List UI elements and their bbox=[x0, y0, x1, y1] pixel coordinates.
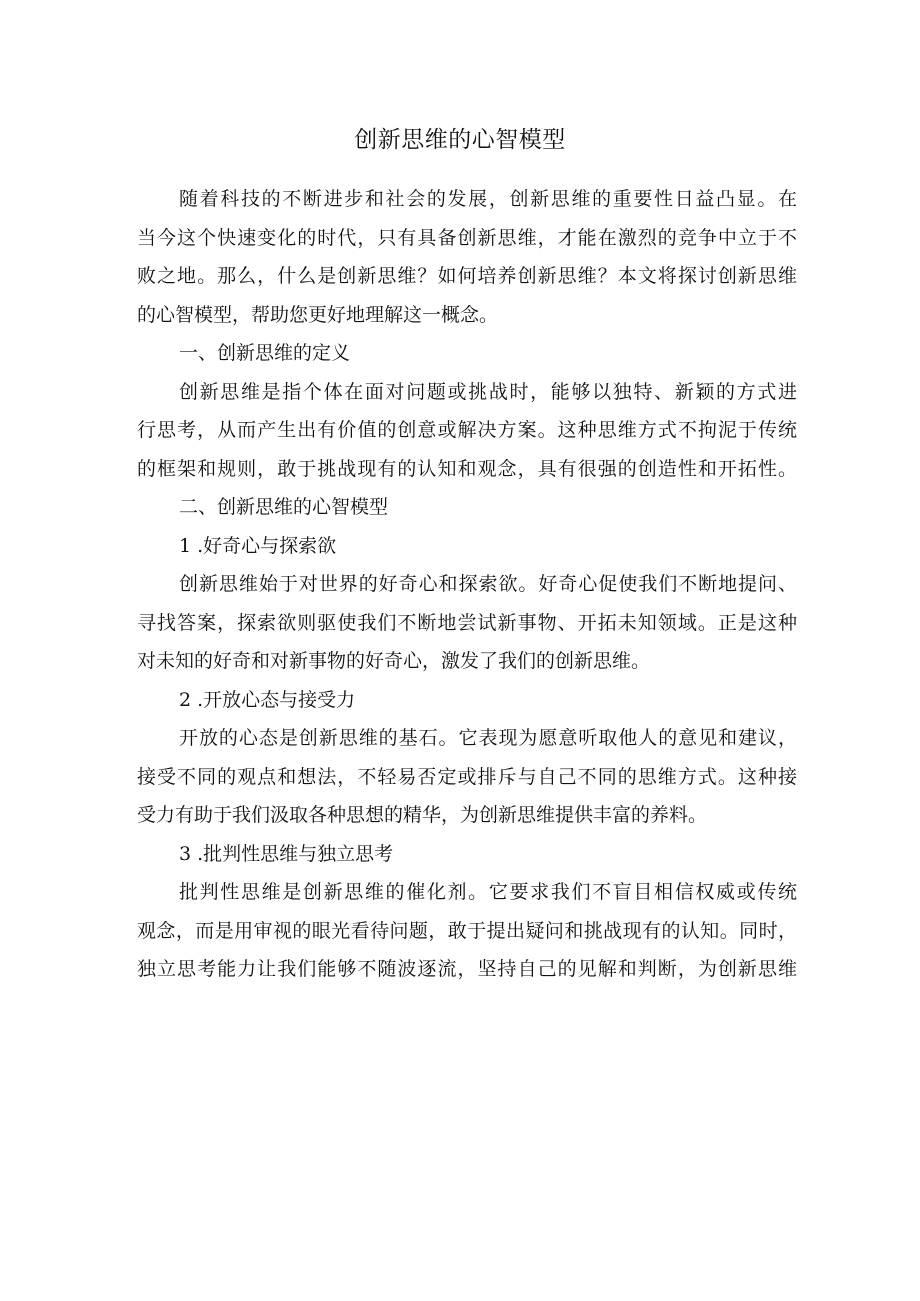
text-line: 受力有助于我们汲取各种思想的精华，为创新思维提供丰富的养料。 bbox=[137, 804, 708, 826]
text-line: 的心智模型，帮助您更好地理解这一概念。 bbox=[137, 303, 499, 326]
text-line: 2 .开放心态与接受力 bbox=[179, 688, 356, 711]
text-line: 观念，而是用审视的眼光看待问题，敢于提出疑问和挑战现有的认知。同时， bbox=[137, 919, 797, 942]
text-line: 开放的心态是创新思维的基石。它表现为愿意听取他人的意见和建议， bbox=[179, 727, 797, 749]
text-line: 3 .批判性思维与独立思考 bbox=[179, 842, 394, 865]
text-line: 接受不同的观点和想法，不轻易否定或排斥与自己不同的思维方式。这种接 bbox=[137, 765, 797, 788]
text-line: 对未知的好奇和对新事物的好奇心，激发了我们的创新思维。 bbox=[137, 650, 651, 672]
text-line: 创新思维始于对世界的好奇心和探索欲。好奇心促使我们不断地提问、 bbox=[179, 573, 797, 595]
text-line: 批判性思维是创新思维的催化剂。它要求我们不盲目相信权威或传统 bbox=[179, 881, 797, 903]
text-line: 当今这个快速变化的时代，只有具备创新思维，才能在激烈的竞争中立于不 bbox=[137, 226, 797, 249]
text-line: 败之地。那么，什么是创新思维？如何培养创新思维？本文将探讨创新思维 bbox=[137, 265, 797, 287]
document-body bbox=[137, 180, 797, 989]
text-line: 1 .好奇心与探索欲 bbox=[179, 534, 337, 557]
document-title: 创新思维的心智模型 bbox=[354, 127, 566, 153]
text-line: 寻找答案，探索欲则驱使我们不断地尝试新事物、开拓未知领域。正是这种 bbox=[137, 611, 797, 634]
text-line: 一、创新思维的定义 bbox=[179, 342, 351, 364]
text-line: 随着科技的不断进步和社会的发展，创新思维的重要性日益凸显。在 bbox=[179, 188, 797, 210]
text-line: 行思考，从而产生出有价值的创意或解决方案。这种思维方式不拘泥于传统 bbox=[137, 419, 797, 441]
text-line: 二、创新思维的心智模型 bbox=[179, 496, 389, 518]
text-line: 创新思维是指个体在面对问题或挑战时，能够以独特、新颖的方式进 bbox=[179, 380, 797, 403]
text-line: 的框架和规则，敢于挑战现有的认知和观念，具有很强的创造性和开拓性。 bbox=[137, 457, 797, 480]
text-line: 独立思考能力让我们能够不随波逐流，坚持自己的见解和判断，为创新思维 bbox=[137, 958, 797, 980]
